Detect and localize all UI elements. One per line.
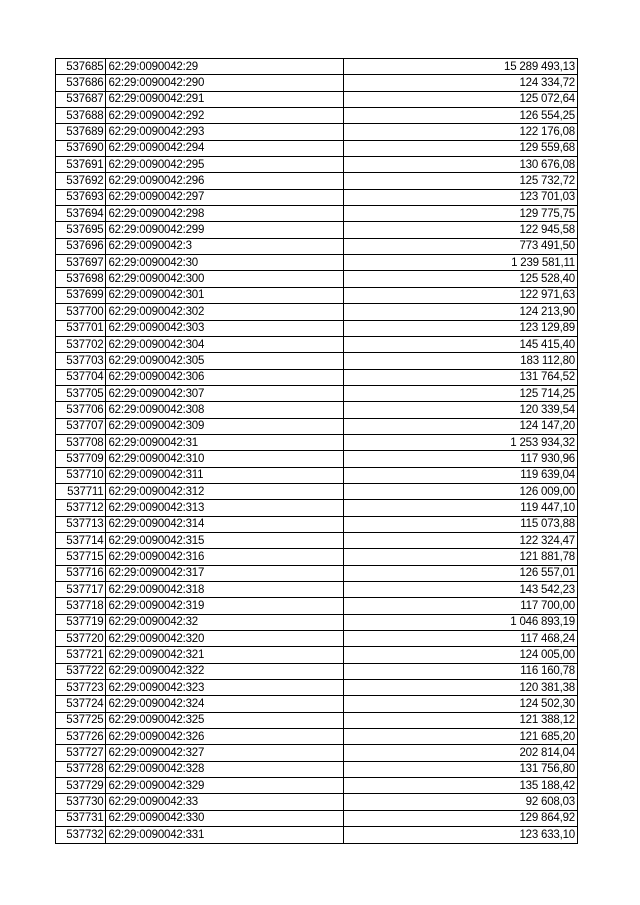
cadastral-value-cell: 130 676,08 bbox=[343, 157, 577, 173]
cadastral-number-cell: 62:29:0090042:325 bbox=[106, 712, 343, 728]
cadastral-number-cell: 62:29:0090042:301 bbox=[106, 287, 343, 303]
table-row bbox=[56, 222, 578, 238]
row-id-cell: 537730 bbox=[56, 794, 106, 810]
row-id-cell: 537725 bbox=[56, 712, 106, 728]
cadastral-number-cell: 62:29:0090042:330 bbox=[106, 810, 343, 826]
table-row bbox=[56, 91, 578, 107]
row-id-cell: 537685 bbox=[56, 59, 106, 75]
table-row bbox=[56, 549, 578, 565]
cadastral-value-cell: 122 945,58 bbox=[343, 222, 577, 238]
cadastral-value-cell: 119 447,10 bbox=[343, 500, 577, 516]
row-id-cell: 537712 bbox=[56, 500, 106, 516]
table-row bbox=[56, 712, 578, 728]
cadastral-number-cell: 62:29:0090042:304 bbox=[106, 336, 343, 352]
row-id-cell: 537701 bbox=[56, 320, 106, 336]
cadastral-value-cell: 92 608,03 bbox=[343, 794, 577, 810]
table-row bbox=[56, 59, 578, 75]
cadastral-value-cell: 116 160,78 bbox=[343, 663, 577, 679]
row-id-cell: 537715 bbox=[56, 549, 106, 565]
cadastral-value-cell: 131 756,80 bbox=[343, 761, 577, 777]
table-row bbox=[56, 631, 578, 647]
cadastral-number-cell: 62:29:0090042:329 bbox=[106, 778, 343, 794]
row-id-cell: 537688 bbox=[56, 108, 106, 124]
table-row bbox=[56, 647, 578, 663]
cadastral-value-cell: 115 073,88 bbox=[343, 516, 577, 532]
row-id-cell: 537686 bbox=[56, 75, 106, 91]
table-row bbox=[56, 532, 578, 548]
cadastral-number-cell: 62:29:0090042:33 bbox=[106, 794, 343, 810]
cadastral-number-cell: 62:29:0090042:315 bbox=[106, 532, 343, 548]
cadastral-number-cell: 62:29:0090042:326 bbox=[106, 729, 343, 745]
cadastral-value-cell: 125 528,40 bbox=[343, 271, 577, 287]
document-page bbox=[55, 58, 578, 844]
table-row bbox=[56, 614, 578, 630]
row-id-cell: 537704 bbox=[56, 369, 106, 385]
table-row bbox=[56, 75, 578, 91]
row-id-cell: 537689 bbox=[56, 124, 106, 140]
row-id-cell: 537713 bbox=[56, 516, 106, 532]
cadastral-number-cell: 62:29:0090042:296 bbox=[106, 173, 343, 189]
table-row bbox=[56, 827, 578, 843]
table-row bbox=[56, 157, 578, 173]
cadastral-value-cell: 120 381,38 bbox=[343, 680, 577, 696]
cadastral-value-cell: 124 147,20 bbox=[343, 418, 577, 434]
row-id-cell: 537732 bbox=[56, 827, 106, 843]
cadastral-number-cell: 62:29:0090042:323 bbox=[106, 680, 343, 696]
cadastral-value-cell: 124 005,00 bbox=[343, 647, 577, 663]
cadastral-number-cell: 62:29:0090042:29 bbox=[106, 59, 343, 75]
cadastral-value-cell: 122 971,63 bbox=[343, 287, 577, 303]
cadastral-value-cell: 119 639,04 bbox=[343, 467, 577, 483]
cadastral-value-cell: 143 542,23 bbox=[343, 582, 577, 598]
cadastral-value-cell: 117 700,00 bbox=[343, 598, 577, 614]
cadastral-number-cell: 62:29:0090042:321 bbox=[106, 647, 343, 663]
row-id-cell: 537692 bbox=[56, 173, 106, 189]
table-row bbox=[56, 418, 578, 434]
cadastral-value-cell: 129 864,92 bbox=[343, 810, 577, 826]
cadastral-number-cell: 62:29:0090042:319 bbox=[106, 598, 343, 614]
table-row bbox=[56, 369, 578, 385]
cadastral-value-cell: 202 814,04 bbox=[343, 745, 577, 761]
cadastral-value-cell: 15 289 493,13 bbox=[343, 59, 577, 75]
cadastral-number-cell: 62:29:0090042:297 bbox=[106, 189, 343, 205]
cadastral-number-cell: 62:29:0090042:316 bbox=[106, 549, 343, 565]
table-row bbox=[56, 663, 578, 679]
cadastral-number-cell: 62:29:0090042:308 bbox=[106, 402, 343, 418]
table-row bbox=[56, 353, 578, 369]
row-id-cell: 537718 bbox=[56, 598, 106, 614]
cadastral-number-cell: 62:29:0090042:320 bbox=[106, 631, 343, 647]
cadastral-number-cell: 62:29:0090042:317 bbox=[106, 565, 343, 581]
cadastral-value-cell: 120 339,54 bbox=[343, 402, 577, 418]
table-row bbox=[56, 745, 578, 761]
cadastral-value-cell: 125 732,72 bbox=[343, 173, 577, 189]
cadastral-value-cell: 123 633,10 bbox=[343, 827, 577, 843]
table-row bbox=[56, 680, 578, 696]
cadastral-value-cell: 129 775,75 bbox=[343, 206, 577, 222]
row-id-cell: 537696 bbox=[56, 238, 106, 254]
cadastral-number-cell: 62:29:0090042:295 bbox=[106, 157, 343, 173]
table-row bbox=[56, 582, 578, 598]
cadastral-number-cell: 62:29:0090042:313 bbox=[106, 500, 343, 516]
row-id-cell: 537698 bbox=[56, 271, 106, 287]
table-row bbox=[56, 565, 578, 581]
row-id-cell: 537700 bbox=[56, 304, 106, 320]
row-id-cell: 537690 bbox=[56, 140, 106, 156]
table-row bbox=[56, 336, 578, 352]
cadastral-number-cell: 62:29:0090042:31 bbox=[106, 434, 343, 450]
cadastral-number-cell: 62:29:0090042:298 bbox=[106, 206, 343, 222]
cadastral-number-cell: 62:29:0090042:293 bbox=[106, 124, 343, 140]
cadastral-value-cell: 145 415,40 bbox=[343, 336, 577, 352]
cadastral-value-table bbox=[55, 58, 578, 844]
table-row bbox=[56, 434, 578, 450]
table-row bbox=[56, 402, 578, 418]
cadastral-value-cell: 124 502,30 bbox=[343, 696, 577, 712]
cadastral-number-cell: 62:29:0090042:30 bbox=[106, 255, 343, 271]
row-id-cell: 537687 bbox=[56, 91, 106, 107]
row-id-cell: 537727 bbox=[56, 745, 106, 761]
table-row bbox=[56, 271, 578, 287]
row-id-cell: 537721 bbox=[56, 647, 106, 663]
cadastral-number-cell: 62:29:0090042:3 bbox=[106, 238, 343, 254]
row-id-cell: 537714 bbox=[56, 532, 106, 548]
cadastral-number-cell: 62:29:0090042:312 bbox=[106, 483, 343, 499]
table-row bbox=[56, 255, 578, 271]
cadastral-number-cell: 62:29:0090042:290 bbox=[106, 75, 343, 91]
table-row bbox=[56, 124, 578, 140]
row-id-cell: 537693 bbox=[56, 189, 106, 205]
cadastral-number-cell: 62:29:0090042:302 bbox=[106, 304, 343, 320]
table-row bbox=[56, 385, 578, 401]
cadastral-number-cell: 62:29:0090042:294 bbox=[106, 140, 343, 156]
row-id-cell: 537706 bbox=[56, 402, 106, 418]
cadastral-value-cell: 1 046 893,19 bbox=[343, 614, 577, 630]
row-id-cell: 537703 bbox=[56, 353, 106, 369]
row-id-cell: 537728 bbox=[56, 761, 106, 777]
cadastral-value-cell: 123 129,89 bbox=[343, 320, 577, 336]
table-row bbox=[56, 451, 578, 467]
row-id-cell: 537716 bbox=[56, 565, 106, 581]
cadastral-number-cell: 62:29:0090042:314 bbox=[106, 516, 343, 532]
cadastral-value-cell: 121 881,78 bbox=[343, 549, 577, 565]
cadastral-number-cell: 62:29:0090042:32 bbox=[106, 614, 343, 630]
row-id-cell: 537699 bbox=[56, 287, 106, 303]
table-row bbox=[56, 810, 578, 826]
table-row bbox=[56, 140, 578, 156]
table-row bbox=[56, 467, 578, 483]
table-row bbox=[56, 778, 578, 794]
cadastral-value-cell: 125 072,64 bbox=[343, 91, 577, 107]
cadastral-number-cell: 62:29:0090042:299 bbox=[106, 222, 343, 238]
cadastral-value-cell: 773 491,50 bbox=[343, 238, 577, 254]
row-id-cell: 537708 bbox=[56, 434, 106, 450]
cadastral-value-cell: 126 009,00 bbox=[343, 483, 577, 499]
row-id-cell: 537707 bbox=[56, 418, 106, 434]
row-id-cell: 537729 bbox=[56, 778, 106, 794]
table-row bbox=[56, 500, 578, 516]
row-id-cell: 537694 bbox=[56, 206, 106, 222]
cadastral-value-cell: 117 468,24 bbox=[343, 631, 577, 647]
row-id-cell: 537709 bbox=[56, 451, 106, 467]
cadastral-value-cell: 126 557,01 bbox=[343, 565, 577, 581]
row-id-cell: 537702 bbox=[56, 336, 106, 352]
cadastral-value-cell: 121 388,12 bbox=[343, 712, 577, 728]
cadastral-value-cell: 125 714,25 bbox=[343, 385, 577, 401]
cadastral-number-cell: 62:29:0090042:322 bbox=[106, 663, 343, 679]
cadastral-number-cell: 62:29:0090042:309 bbox=[106, 418, 343, 434]
cadastral-value-cell: 124 213,90 bbox=[343, 304, 577, 320]
row-id-cell: 537726 bbox=[56, 729, 106, 745]
cadastral-number-cell: 62:29:0090042:305 bbox=[106, 353, 343, 369]
table-row bbox=[56, 516, 578, 532]
row-id-cell: 537731 bbox=[56, 810, 106, 826]
table-row bbox=[56, 287, 578, 303]
table-row bbox=[56, 108, 578, 124]
table-row bbox=[56, 794, 578, 810]
table-row bbox=[56, 189, 578, 205]
cadastral-value-cell: 129 559,68 bbox=[343, 140, 577, 156]
table-row bbox=[56, 729, 578, 745]
cadastral-number-cell: 62:29:0090042:303 bbox=[106, 320, 343, 336]
table-row bbox=[56, 696, 578, 712]
cadastral-value-cell: 135 188,42 bbox=[343, 778, 577, 794]
cadastral-number-cell: 62:29:0090042:324 bbox=[106, 696, 343, 712]
cadastral-value-cell: 122 324,47 bbox=[343, 532, 577, 548]
cadastral-number-cell: 62:29:0090042:292 bbox=[106, 108, 343, 124]
cadastral-number-cell: 62:29:0090042:306 bbox=[106, 369, 343, 385]
row-id-cell: 537720 bbox=[56, 631, 106, 647]
table-row bbox=[56, 238, 578, 254]
row-id-cell: 537724 bbox=[56, 696, 106, 712]
row-id-cell: 537697 bbox=[56, 255, 106, 271]
cadastral-number-cell: 62:29:0090042:327 bbox=[106, 745, 343, 761]
table-row bbox=[56, 206, 578, 222]
row-id-cell: 537722 bbox=[56, 663, 106, 679]
cadastral-number-cell: 62:29:0090042:318 bbox=[106, 582, 343, 598]
cadastral-value-cell: 117 930,96 bbox=[343, 451, 577, 467]
row-id-cell: 537719 bbox=[56, 614, 106, 630]
table-row bbox=[56, 320, 578, 336]
cadastral-value-cell: 121 685,20 bbox=[343, 729, 577, 745]
cadastral-value-cell: 183 112,80 bbox=[343, 353, 577, 369]
row-id-cell: 537705 bbox=[56, 385, 106, 401]
cadastral-value-cell: 126 554,25 bbox=[343, 108, 577, 124]
table-row bbox=[56, 761, 578, 777]
cadastral-value-cell: 1 239 581,11 bbox=[343, 255, 577, 271]
cadastral-number-cell: 62:29:0090042:331 bbox=[106, 827, 343, 843]
row-id-cell: 537691 bbox=[56, 157, 106, 173]
cadastral-value-cell: 123 701,03 bbox=[343, 189, 577, 205]
row-id-cell: 537717 bbox=[56, 582, 106, 598]
cadastral-number-cell: 62:29:0090042:311 bbox=[106, 467, 343, 483]
row-id-cell: 537723 bbox=[56, 680, 106, 696]
cadastral-value-cell: 131 764,52 bbox=[343, 369, 577, 385]
row-id-cell: 537710 bbox=[56, 467, 106, 483]
table-row bbox=[56, 173, 578, 189]
table-row bbox=[56, 483, 578, 499]
cadastral-number-cell: 62:29:0090042:300 bbox=[106, 271, 343, 287]
cadastral-value-cell: 1 253 934,32 bbox=[343, 434, 577, 450]
cadastral-number-cell: 62:29:0090042:307 bbox=[106, 385, 343, 401]
cadastral-value-cell: 124 334,72 bbox=[343, 75, 577, 91]
table-body bbox=[56, 59, 578, 844]
row-id-cell: 537711 bbox=[56, 483, 106, 499]
cadastral-number-cell: 62:29:0090042:310 bbox=[106, 451, 343, 467]
table-row bbox=[56, 598, 578, 614]
cadastral-value-cell: 122 176,08 bbox=[343, 124, 577, 140]
cadastral-number-cell: 62:29:0090042:291 bbox=[106, 91, 343, 107]
row-id-cell: 537695 bbox=[56, 222, 106, 238]
cadastral-number-cell: 62:29:0090042:328 bbox=[106, 761, 343, 777]
table-row bbox=[56, 304, 578, 320]
